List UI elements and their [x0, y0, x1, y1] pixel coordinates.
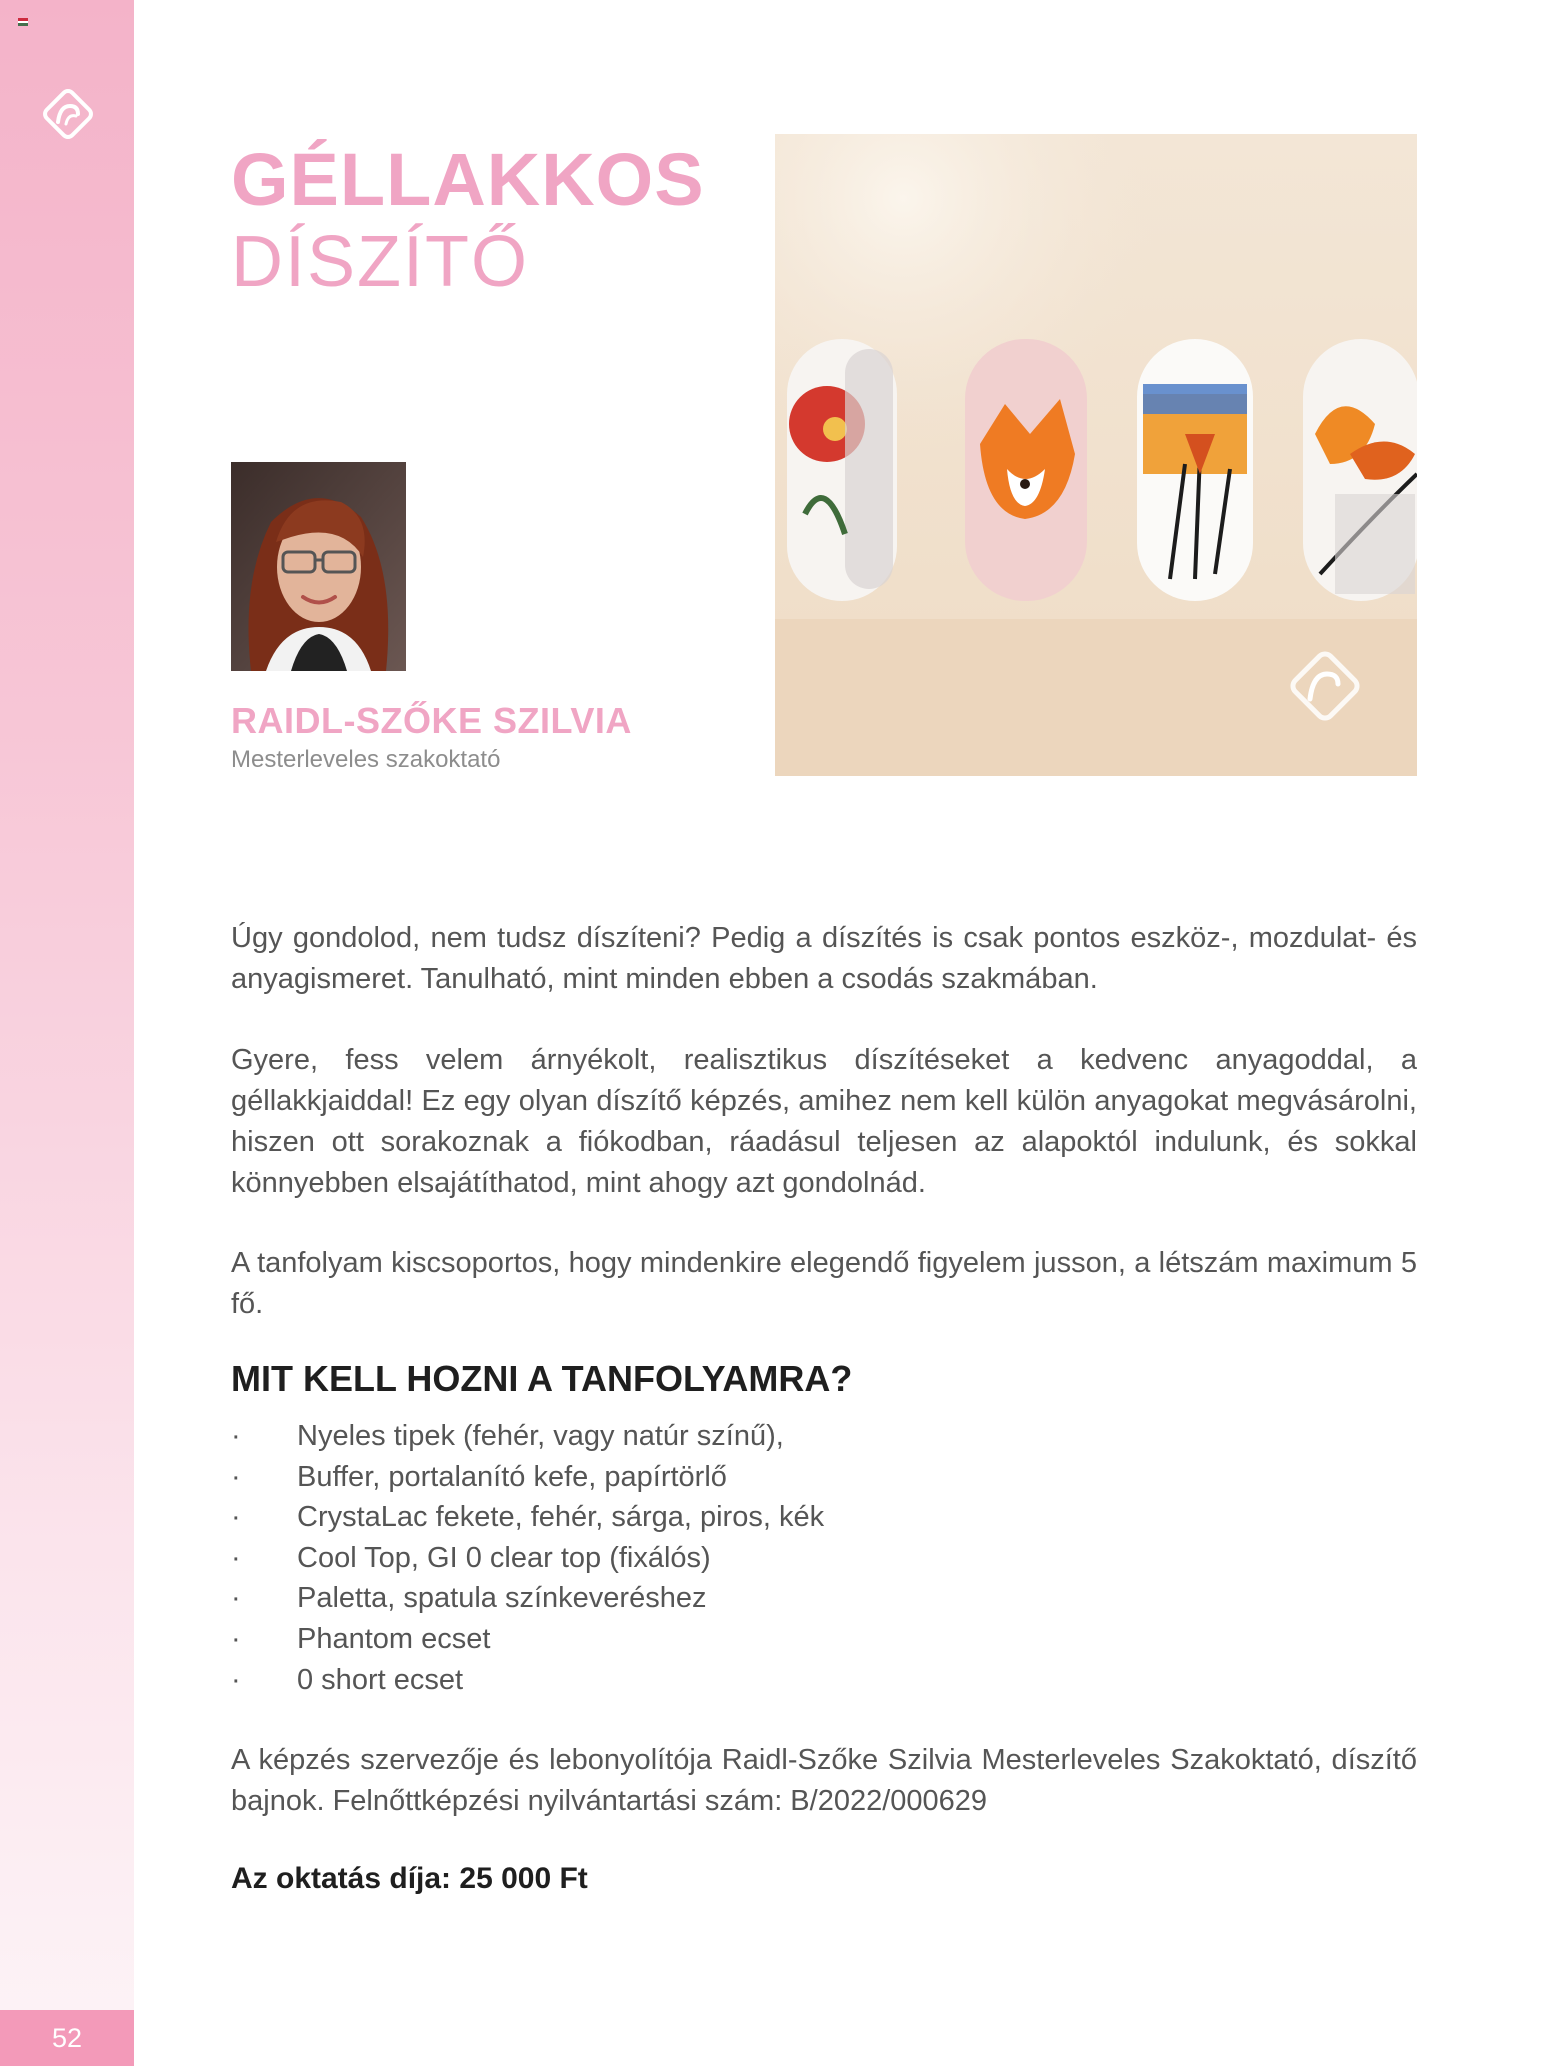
list-item-text: Buffer, portalanító kefe, papírtörlő — [297, 1460, 727, 1493]
list-item-text: Phantom ecset — [297, 1622, 491, 1655]
flag-icon — [18, 18, 28, 26]
group-size-paragraph: A tanfolyam kiscsoportos, hogy mindenkire elegendő figyelem jusson, a létszám maximum 5 fő. — [231, 1247, 1417, 1320]
bring-list — [231, 1416, 1417, 1700]
page-title: GÉLLAKKOS — [231, 138, 705, 221]
list-item — [231, 1416, 1417, 1457]
instructor-name: RAIDL-SZŐKE SZILVIA — [231, 700, 632, 741]
description-paragraph: Gyere, fess velem árnyékolt, realisztikus díszítéseket a kedvenc anyagoddal, a géllakkjaiddal! Ez egy olyan díszítő képzés, amihez nem kell külön anyagokat megvásárolni, hiszen ott sorakoznak a fiókodban, ráadásul teljesen az alapoktól indulunk, és sokkal könnyebben elsajátíthatod, mint ahogy azt gondolnád. — [231, 1044, 1417, 1199]
list-item-text: 0 short ecset — [297, 1663, 464, 1696]
list-item-text: Cool Top, GI 0 clear top (fixálós) — [297, 1541, 711, 1574]
page-number: 52 — [0, 2010, 134, 2066]
bullet: · — [231, 1420, 241, 1452]
instructor-photo — [231, 462, 406, 671]
bullet: · — [231, 1622, 241, 1655]
list-item — [231, 1660, 1417, 1701]
list-item — [231, 1457, 1417, 1498]
nail-art-photo — [775, 134, 1417, 776]
bullet: · — [231, 1541, 241, 1574]
list-item — [231, 1619, 1417, 1660]
instructor-role: Mesterleveles szakoktató — [231, 746, 501, 773]
bring-heading: MIT KELL HOZNI A TANFOLYAMRA? — [231, 1358, 853, 1399]
list-item-text: CrystaLac fekete, fehér, sárga, piros, kék — [297, 1501, 825, 1534]
list-item — [231, 1578, 1417, 1619]
bullet: · — [231, 1501, 241, 1534]
bullet: · — [231, 1663, 241, 1696]
list-item — [231, 1497, 1417, 1538]
bullet: · — [231, 1460, 241, 1493]
bullet: · — [231, 1582, 241, 1615]
brand-logo-icon — [38, 84, 98, 144]
list-item-text: Nyeles tipek (fehér, vagy natúr színű), — [297, 1420, 784, 1452]
side-stripe — [0, 0, 134, 2066]
intro-paragraph: Úgy gondolod, nem tudsz díszíteni? Pedig a díszítés is csak pontos eszköz-, mozdulat- és anyagismeret. Tanulható, mint minden ebben a csodás szakmában. — [231, 922, 1417, 995]
course-fee: Az oktatás díja: 25 000 Ft — [231, 1862, 588, 1895]
page-subtitle: DÍSZÍTŐ — [231, 222, 529, 302]
list-item-text: Paletta, spatula színkeveréshez — [297, 1582, 707, 1615]
list-item — [231, 1538, 1417, 1579]
organizer-paragraph: A képzés szervezője és lebonyolítója Raidl-Szőke Szilvia Mesterleveles Szakoktató, díszítő bajnok. Felnőttképzési nyilvántartási szám: B/2022/000629 — [231, 1744, 1417, 1817]
